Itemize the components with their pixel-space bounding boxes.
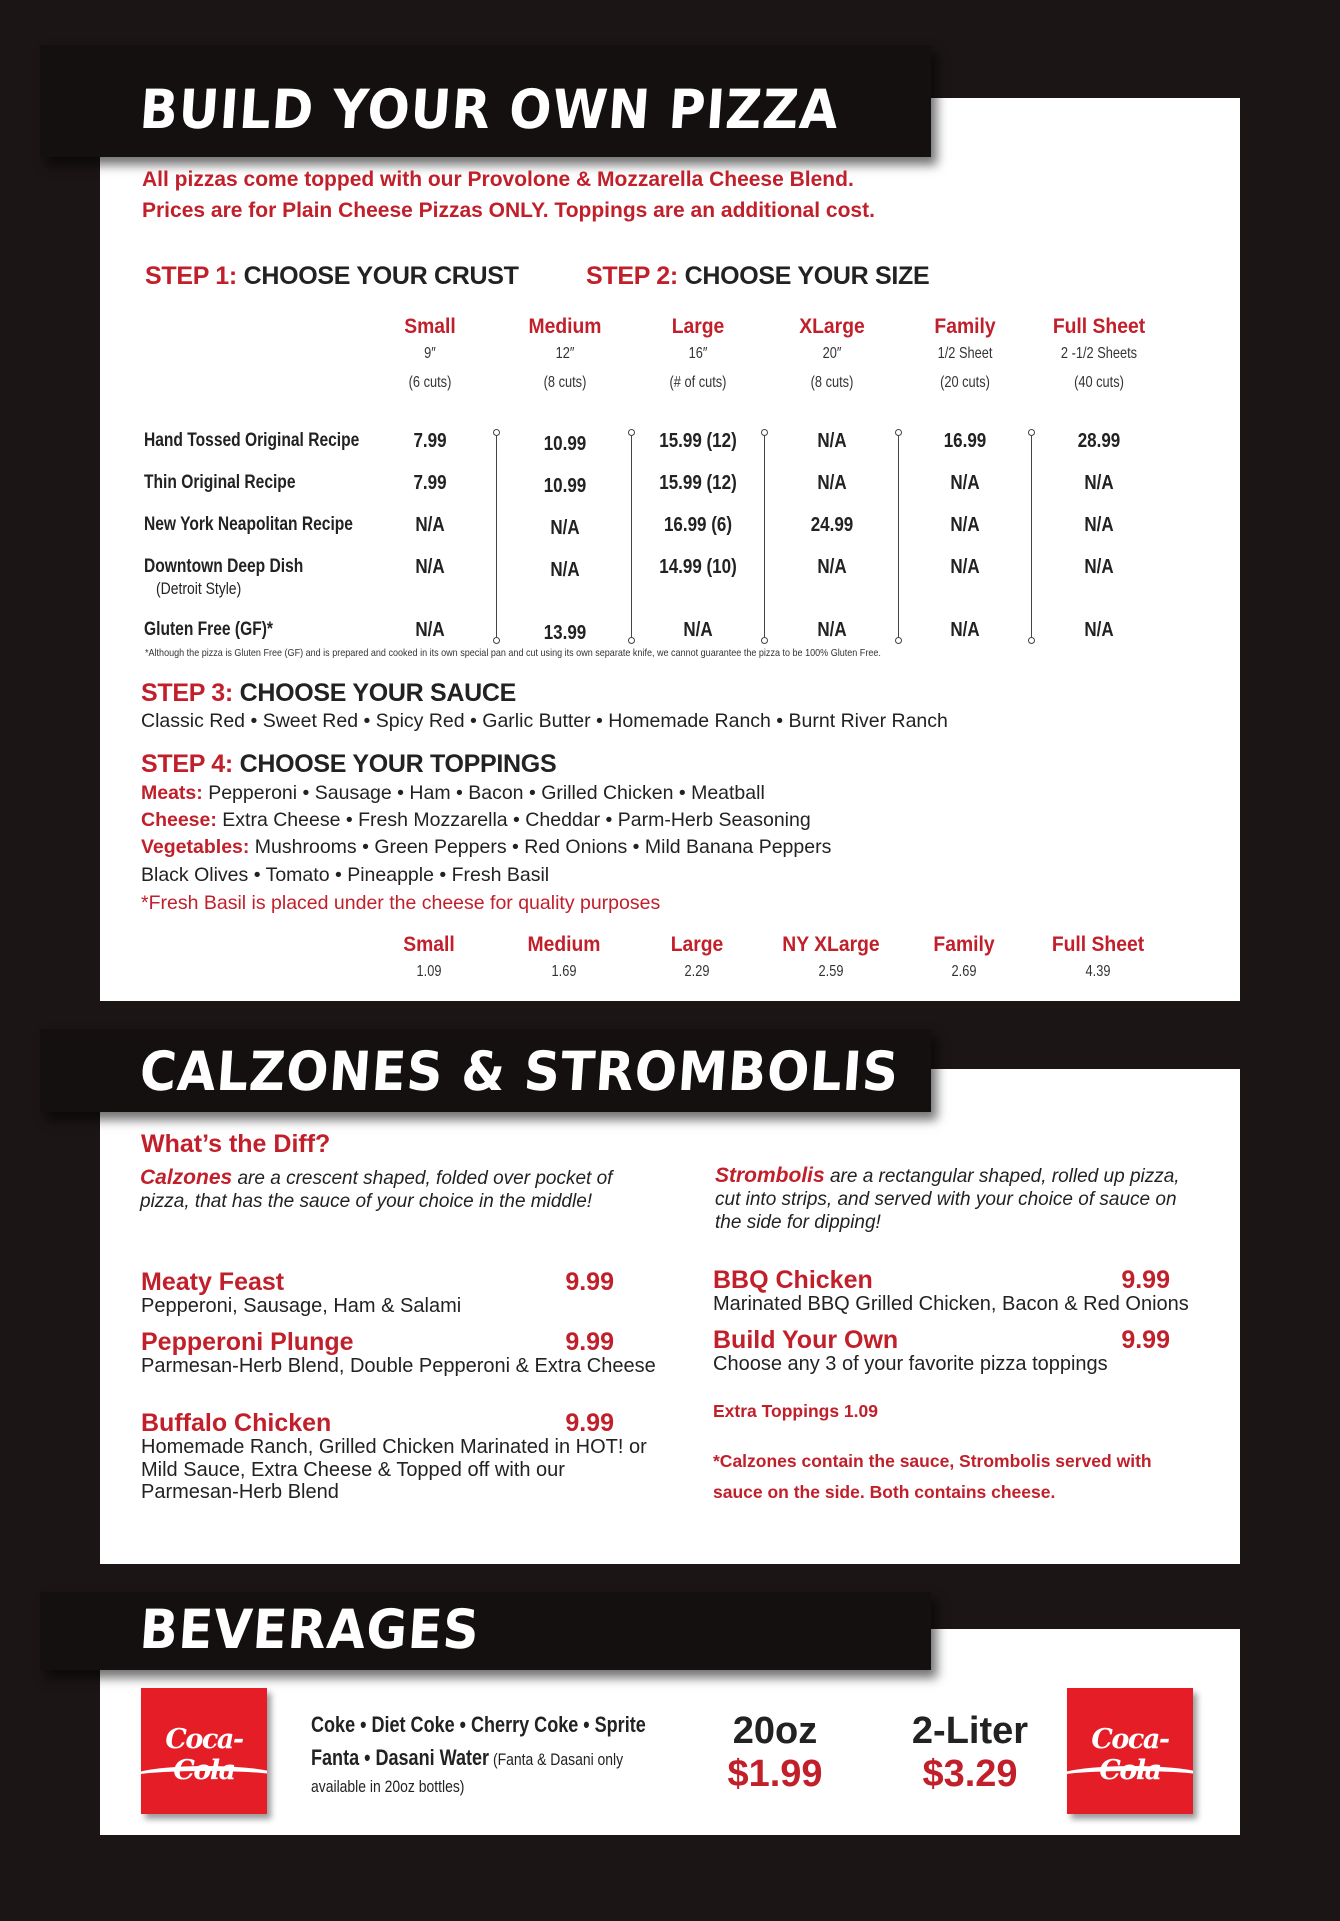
intro-line-2: Prices are for Plain Cheese Pizzas ONLY. Toppings are an additional cost. [142, 199, 875, 222]
coca-cola-logo-right [1067, 1688, 1193, 1814]
topping-price: 2.29 [684, 963, 710, 980]
price-cell: 13.99 [543, 622, 587, 644]
coca-cola-logo-text: Coca-Cola [165, 1724, 243, 1786]
size-name: Full Sheet [1052, 315, 1146, 338]
crust-name: Downtown Deep Dish [144, 556, 304, 577]
column-divider [898, 434, 899, 639]
crust-name: Gluten Free (GF)* [144, 619, 273, 640]
topping-price: 2.69 [951, 963, 977, 980]
topping-size-name: NY XLarge [782, 933, 880, 956]
price-cell: N/A [1084, 472, 1114, 494]
step4-num: STEP 4: [141, 750, 233, 778]
size-cuts: (8 cuts) [543, 374, 587, 391]
price-cell: N/A [415, 514, 445, 536]
stromboli-item-desc: Marinated BBQ Grilled Chicken, Bacon & Red Onions [713, 1293, 1189, 1315]
size-name: Small [404, 315, 456, 338]
topping-size-name: Full Sheet [1051, 933, 1145, 956]
price-cell: 14.99 (10) [659, 556, 737, 578]
price-cell: 28.99 [1077, 430, 1121, 452]
step1-text: CHOOSE YOUR CRUST [243, 262, 519, 290]
size-dimension: 16″ [688, 345, 708, 362]
sauce-list: Classic Red • Sweet Red • Spicy Red • Garlic Butter • Homemade Ranch • Burnt River Ranch [141, 710, 948, 732]
calzone-word: Calzones [140, 1166, 233, 1189]
step3-num: STEP 3: [141, 679, 233, 707]
price-cell: 10.99 [543, 433, 587, 455]
veg-list [141, 836, 831, 859]
price-cell: 16.99 (6) [663, 514, 733, 536]
price-cell: N/A [817, 556, 847, 578]
size-name: Family [934, 315, 996, 338]
beverage-line-2-main: Fanta • Dasani Water [311, 1745, 490, 1770]
price-cell: N/A [950, 619, 980, 641]
logo-wave [1067, 1766, 1193, 1788]
price-cell: 7.99 [413, 430, 447, 452]
price-cell: N/A [817, 619, 847, 641]
price-cell: 24.99 [810, 514, 854, 536]
step2-num: STEP 2: [586, 262, 678, 290]
topping-price: 4.39 [1085, 963, 1111, 980]
stromboli-item-name: BBQ Chicken [713, 1266, 873, 1294]
price-cell: N/A [1084, 556, 1114, 578]
topping-size-name: Large [670, 933, 724, 956]
stromboli-desc: are a rectangular shaped, rolled up pizza, cut into strips, and served with your choice of sauce on the side for dipping! [715, 1166, 1180, 1233]
calzone-item-price: 9.99 [565, 1268, 614, 1296]
size-dimension: 2 -1/2 Sheets [1060, 345, 1138, 362]
pizza-title: BUILD YOUR OWN PIZZA [137, 78, 842, 141]
calzone-item-name: Buffalo Chicken [141, 1409, 332, 1437]
size-name: Large [671, 315, 725, 338]
step1-heading [145, 262, 519, 291]
calzone-desc: are a crescent shaped, folded over pocket of pizza, that has the sauce of your choice in the middle! [140, 1168, 613, 1212]
price-20oz: $1.99 [727, 1753, 823, 1795]
step3-heading [141, 679, 516, 708]
coca-cola-logo-left [141, 1688, 267, 1814]
step1-num: STEP 1: [145, 262, 237, 290]
topping-size-name: Medium [527, 933, 601, 956]
price-cell: N/A [817, 430, 847, 452]
beverage-line-2-note: (Fanta & Dasani only [489, 1750, 624, 1769]
size-cuts: (40 cuts) [1074, 374, 1124, 391]
price-2-liter: $3.29 [922, 1753, 1018, 1795]
meats-items: Pepperoni • Sausage • Ham • Bacon • Grilled Chicken • Meatball [202, 782, 765, 804]
veg-list-2: Black Olives • Tomato • Pineapple • Fresh Basil [141, 864, 550, 886]
beverage-title: BEVERAGES [137, 1598, 482, 1661]
price-cell: 10.99 [543, 475, 587, 497]
calzone-item-price: 9.99 [565, 1328, 614, 1356]
price-cell: 15.99 (12) [659, 430, 737, 452]
size-cuts: (# of cuts) [669, 374, 727, 391]
beverage-line-1: Coke • Diet Coke • Cherry Coke • Sprite [311, 1712, 646, 1737]
step3-text: CHOOSE YOUR SAUCE [239, 679, 517, 707]
calzone-description [140, 1166, 660, 1213]
size-cuts: (8 cuts) [810, 374, 854, 391]
step4-text: CHOOSE YOUR TOPPINGS [239, 750, 557, 778]
stromboli-item-desc: Choose any 3 of your favorite pizza toppings [713, 1353, 1108, 1375]
beverage-line-2 [311, 1745, 623, 1771]
size-dimension: 20″ [822, 345, 842, 362]
cheese-list [141, 809, 811, 832]
calzone-note: *Calzones contain the sauce, Strombolis served with sauce on the side. Both contains cheese. [713, 1451, 1152, 1502]
topping-price: 2.59 [818, 963, 844, 980]
stromboli-description [715, 1164, 1195, 1234]
meats-label: Meats: [141, 782, 203, 804]
cheese-label: Cheese: [141, 809, 217, 831]
price-cell: N/A [550, 517, 580, 539]
crust-name: Thin Original Recipe [144, 472, 296, 493]
cheese-items: Extra Cheese • Fresh Mozzarella • Cheddar • Parm-Herb Seasoning [216, 809, 811, 831]
topping-price: 1.69 [551, 963, 577, 980]
size-name: XLarge [799, 315, 865, 338]
calzone-item-desc: Homemade Ranch, Grilled Chicken Marinated in HOT! or Mild Sauce, Extra Cheese & Topped off with our Parmesan-Herb Blend [141, 1436, 647, 1503]
price-cell: N/A [1084, 514, 1114, 536]
price-cell: N/A [950, 556, 980, 578]
size-cuts: (6 cuts) [408, 374, 452, 391]
price-cell: 16.99 [943, 430, 987, 452]
price-cell: N/A [415, 619, 445, 641]
size-2-liter: 2-Liter [911, 1710, 1029, 1752]
size-dimension: 9″ [424, 345, 436, 362]
size-dimension: 12″ [555, 345, 575, 362]
calzone-item-desc: Parmesan-Herb Blend, Double Pepperoni & Extra Cheese [141, 1355, 656, 1377]
topping-size-name: Small [403, 933, 455, 956]
crust-name: Hand Tossed Original Recipe [144, 430, 360, 451]
step2-text: CHOOSE YOUR SIZE [684, 262, 930, 290]
coca-cola-logo-text: Coca-Cola [1091, 1724, 1169, 1786]
price-cell: 7.99 [413, 472, 447, 494]
stromboli-item-price: 9.99 [1121, 1326, 1170, 1354]
column-divider [764, 434, 765, 639]
size-20oz: 20oz [732, 1710, 818, 1752]
size-cuts: (20 cuts) [940, 374, 990, 391]
stromboli-word: Strombolis [715, 1164, 825, 1187]
price-cell: 15.99 (12) [659, 472, 737, 494]
veg-label: Vegetables: [141, 836, 250, 858]
meats-list [141, 782, 765, 805]
calzone-item-name: Pepperoni Plunge [141, 1328, 354, 1356]
column-divider [631, 434, 632, 639]
price-cell: N/A [950, 514, 980, 536]
price-cell: N/A [1084, 619, 1114, 641]
topping-size-name: Family [933, 933, 995, 956]
beverage-line-3: available in 20oz bottles) [311, 1777, 465, 1796]
column-divider [1031, 434, 1032, 639]
gluten-footnote: *Although the pizza is Gluten Free (GF) and is prepared and cooked in its own special pan and cut using its own separate knife, we cannot guarantee the pizza to be 100% Gluten Free. [145, 647, 881, 659]
price-cell: N/A [550, 559, 580, 581]
price-cell: N/A [950, 472, 980, 494]
extra-toppings: Extra Toppings 1.09 [713, 1401, 878, 1421]
size-dimension: 1/2 Sheet [937, 345, 993, 362]
size-name: Medium [528, 315, 602, 338]
calzone-item-price: 9.99 [565, 1409, 614, 1437]
basil-note: *Fresh Basil is placed under the cheese for quality purposes [141, 892, 661, 914]
whats-the-diff: What’s the Diff? [141, 1130, 331, 1158]
intro-line-1: All pizzas come topped with our Provolone & Mozzarella Cheese Blend. [142, 168, 854, 191]
logo-wave [141, 1766, 267, 1788]
topping-price: 1.09 [416, 963, 442, 980]
step2-heading [586, 262, 929, 291]
calzone-item-desc: Pepperoni, Sausage, Ham & Salami [141, 1295, 462, 1317]
column-divider [496, 434, 497, 639]
calzone-item-name: Meaty Feast [141, 1268, 285, 1296]
crust-name: New York Neapolitan Recipe [144, 514, 353, 535]
price-cell: N/A [683, 619, 713, 641]
price-cell: N/A [415, 556, 445, 578]
stromboli-item-price: 9.99 [1121, 1266, 1170, 1294]
price-cell: N/A [817, 472, 847, 494]
veg-items: Mushrooms • Green Peppers • Red Onions • Mild Banana Peppers [249, 836, 832, 858]
calzone-title: CALZONES & STROMBOLIS [137, 1040, 902, 1103]
step4-heading [141, 750, 556, 779]
crust-subtitle: (Detroit Style) [156, 579, 242, 598]
stromboli-item-name: Build Your Own [713, 1326, 899, 1354]
